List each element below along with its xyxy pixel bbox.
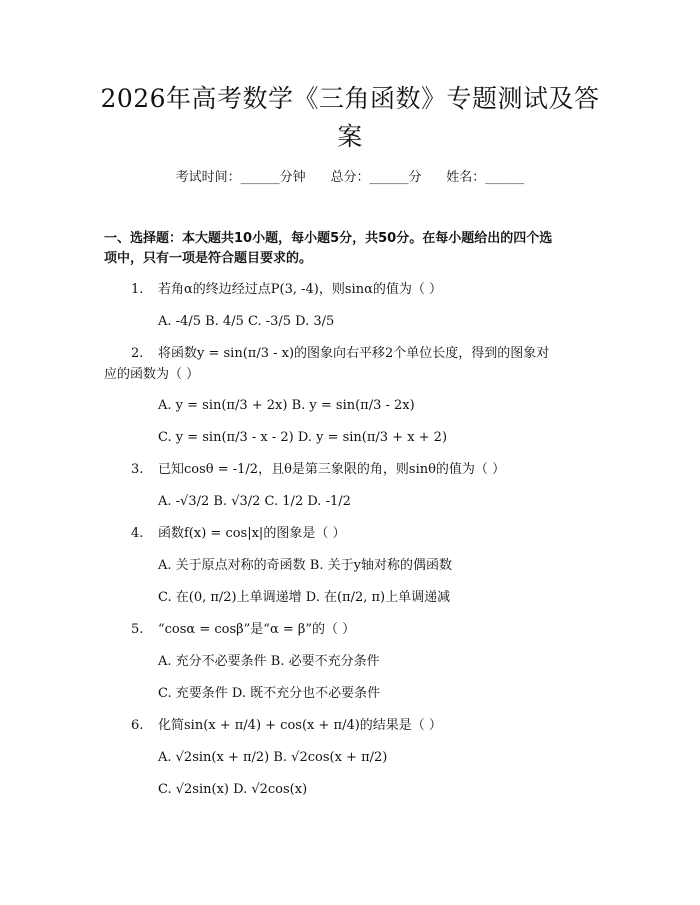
page-title bbox=[95, 80, 605, 156]
question-number: 4. bbox=[131, 526, 144, 541]
question-number: 1. bbox=[131, 282, 144, 297]
question-number: 3. bbox=[131, 462, 144, 477]
section-heading-line-2: 项中，只有一项是符合题目要求的。 bbox=[104, 251, 313, 266]
exam-time-field: 考试时间：______分钟 bbox=[175, 170, 306, 185]
answer-options: A. -4/5 B. 4/5 C. -3/5 D. 3/5 bbox=[158, 314, 335, 329]
title-line-1: 2026年高考数学《三角函数》专题测试及答 bbox=[100, 84, 600, 113]
answer-options: A. y = sin(π/3 + 2x) B. y = sin(π/3 - 2x) bbox=[158, 398, 415, 413]
question-text: 化简sin(x + π/4) + cos(x + π/4)的结果是（ ） bbox=[158, 718, 442, 733]
question-number: 2. bbox=[131, 346, 144, 361]
answer-options: C. 在(0, π/2)上单调递增 D. 在(π/2, π)上单调递减 bbox=[158, 590, 451, 605]
answer-options: A. -√3/2 B. √3/2 C. 1/2 D. -1/2 bbox=[158, 494, 351, 509]
question-text-continued: 应的函数为（ ） bbox=[104, 367, 200, 382]
question-text: 若角α的终边经过点P(3, -4)，则sinα的值为（ ） bbox=[158, 282, 442, 297]
answer-options: C. √2sin(x) D. √2cos(x) bbox=[158, 782, 308, 797]
exam-meta bbox=[0, 169, 700, 187]
question-number: 5. bbox=[131, 622, 144, 637]
section-heading bbox=[104, 229, 600, 269]
question-text: 已知cosθ = -1/2，且θ是第三象限的角，则sinθ的值为（ ） bbox=[158, 462, 506, 477]
question-text: 将函数y = sin(π/3 - x)的图象向右平移2个单位长度，得到的图象对 bbox=[158, 346, 550, 361]
title-line-2: 案 bbox=[337, 122, 363, 151]
question-number: 6. bbox=[131, 718, 144, 733]
answer-options: C. 充要条件 D. 既不充分也不必要条件 bbox=[158, 686, 381, 701]
question-text: 函数f(x) = cos|x|的图象是（ ） bbox=[158, 526, 346, 541]
student-name-field: 姓名：______ bbox=[446, 170, 525, 185]
answer-options: A. 充分不必要条件 B. 必要不充分条件 bbox=[158, 654, 380, 669]
answer-options: A. 关于原点对称的奇函数 B. 关于y轴对称的偶函数 bbox=[158, 558, 452, 573]
question-text: “cosα = cosβ”是“α = β”的（ ） bbox=[158, 622, 356, 637]
total-score-field: 总分：______分 bbox=[330, 170, 422, 185]
answer-options: C. y = sin(π/3 - x - 2) D. y = sin(π/3 + x + 2) bbox=[158, 430, 448, 445]
answer-options: A. √2sin(x + π/2) B. √2cos(x + π/2) bbox=[158, 750, 388, 765]
section-heading-line-1: 一、选择题：本大题共10小题，每小题5分，共50分。在每小题给出的四个选 bbox=[104, 231, 553, 246]
